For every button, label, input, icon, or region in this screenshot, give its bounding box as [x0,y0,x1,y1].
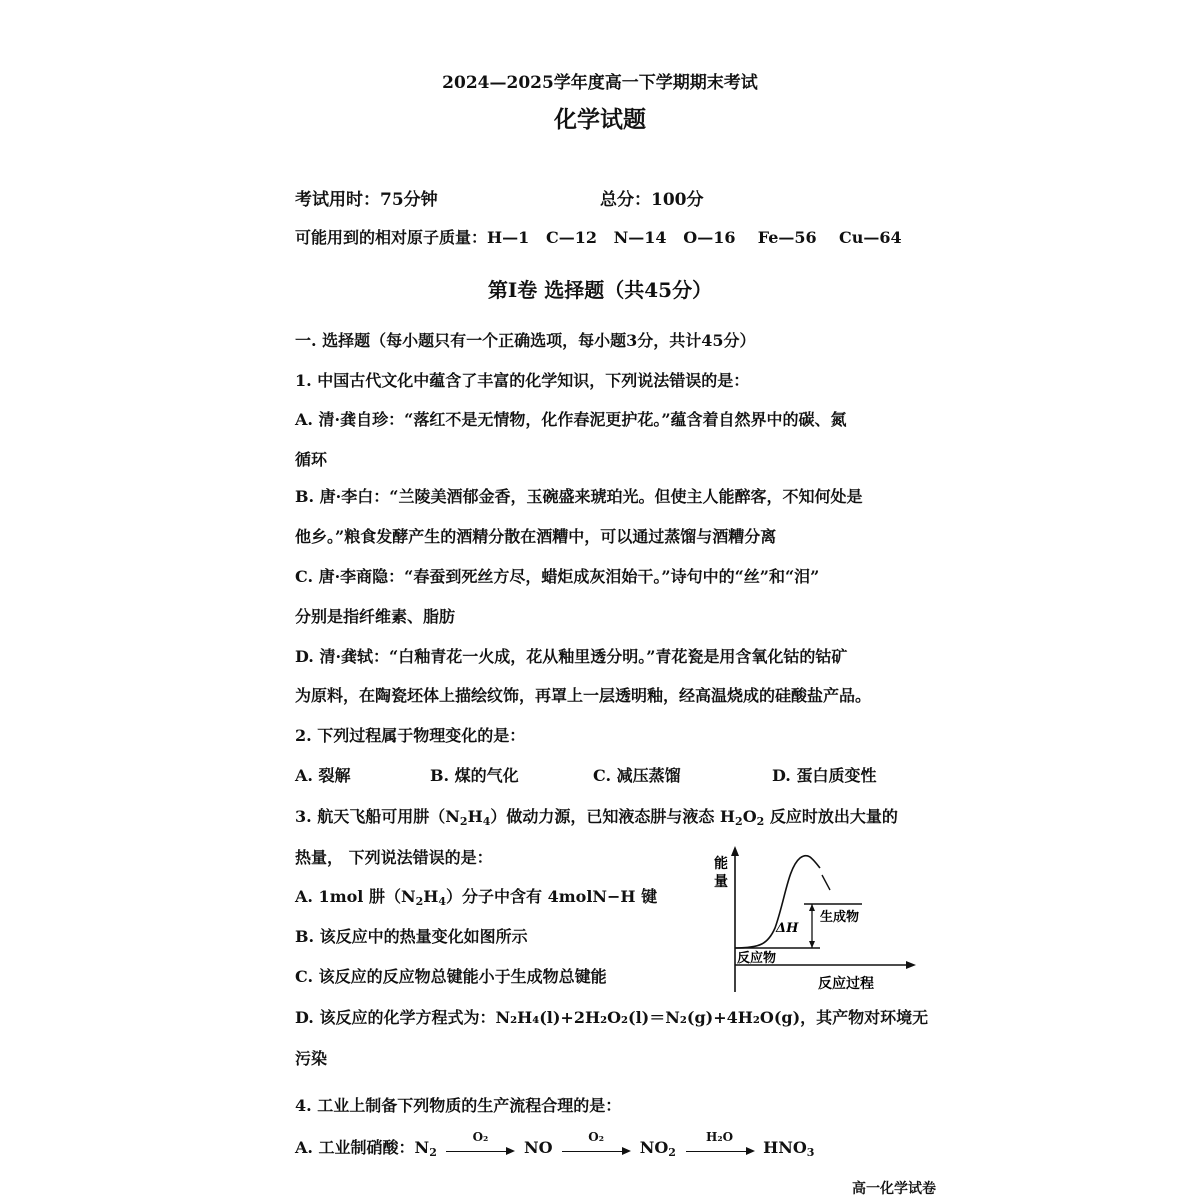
energy-curve-tail [822,875,830,890]
flow-arrow-3: H₂O [684,1139,756,1159]
q4-option-a: A. 工业制硝酸：$N_2$ O₂ NO O₂ $NO_2$ H₂O $HNO_3$ [295,1129,815,1159]
process-label: 反应过程 [818,976,874,992]
q1-option-d-cont: 为原料，在陶瓷坯体上描绘纹饰，再罩上一层透明釉，经高温烧成的硅酸盐产品。 [295,686,872,705]
q3-stem-cont: 热量， 下列说法错误的是： [295,848,493,867]
flow-arrow-1: O₂ [444,1139,516,1159]
q4-stem: 4. 工业上制备下列物质的生产流程合理的是： [295,1096,622,1115]
reactant-label: 反应物 [737,951,777,966]
process-axis-arrow-icon [906,961,916,969]
subject-title: 化学试题 [554,106,646,133]
flow-arrow-2: O₂ [560,1139,632,1159]
exam-title: 2024—2025学年度高一下学期期末考试 [442,73,758,93]
q1-option-c: C. 唐·李商隐：“春蚕到死丝方尽，蜡炬成灰泪始干。”诗句中的“丝”和“泪” [295,567,820,586]
q1-option-a-cont: 循环 [295,450,328,469]
q1-option-b: B. 唐·李白：“兰陵美酒郁金香，玉碗盛来琥珀光。但使主人能醉客，不知何处是 [295,487,863,506]
q3-option-d-cont: 污染 [295,1049,328,1068]
energy-diagram [700,840,930,1000]
q1-option-a: A. 清·龚自珍：“落红不是无情物，化作春泥更护花。”蕴含着自然界中的碳、氮 [295,410,847,429]
q2-option-b: B. 煤的气化 [430,766,519,785]
q3-option-a: A. 1mol 肼$(N_2H_4)$分子中含有 4molN−H 键 [295,887,658,908]
q1-stem: 1. 中国古代文化中蕴含了丰富的化学知识，下列说法错误的是： [295,371,750,390]
q3-option-b: B. 该反应中的热量变化如图所示 [295,927,528,946]
q3-option-c: C. 该反应的反应物总键能小于生成物总键能 [295,967,607,986]
q3-option-d: D. 该反应的化学方程式为：N₂H₄(l)+2H₂O₂(l)＝N₂(g)+4H₂O(g)，其产物对环境无 [295,1008,929,1027]
q1-option-c-cont: 分别是指纤维素、脂肪 [295,607,456,626]
q2-option-a: A. 裂解 [295,766,351,785]
section-title: 第Ⅰ卷 选择题（共45分） [487,278,713,302]
exam-time: 考试用时：75分钟 [295,190,438,210]
section-instruction: 一. 选择题（每小题只有一个正确选项，每小题3分，共计45分） [295,331,756,350]
delta-h-arrow-up-icon [809,904,815,911]
delta-h-arrow-down-icon [809,941,815,948]
q2-option-d: D. 蛋白质变性 [772,766,877,785]
q2-option-c: C. 减压蒸馏 [593,766,681,785]
atomic-mass-line: 可能用到的相对原子质量：H—1 C—12 N—14 O—16 Fe—56 Cu—64 [295,228,902,247]
q2-stem: 2. 下列过程属于物理变化的是： [295,726,526,745]
exam-total: 总分：100分 [600,190,704,210]
q1-option-d: D. 清·龚轼：“白釉青花一火成，花从釉里透分明。”青花瓷是用含氧化钴的钴矿 [295,647,848,666]
energy-label-1: 能 [714,856,728,872]
energy-axis-arrow-icon [731,846,739,856]
energy-label-2: 量 [714,874,728,890]
q3-stem: 3. 航天飞船可用肼$(N_2H_4)$做动力源，已知液态肼与液态 $H_2O_2$ 反应时放出大量的 [295,807,898,828]
delta-h-label: ΔH [776,921,799,936]
footer-label: 高一化学试卷 [852,1181,936,1197]
q1-option-b-cont: 他乡。”粮食发酵产生的酒精分散在酒糟中，可以通过蒸馏与酒糟分离 [295,527,777,546]
product-label: 生成物 [820,910,860,925]
